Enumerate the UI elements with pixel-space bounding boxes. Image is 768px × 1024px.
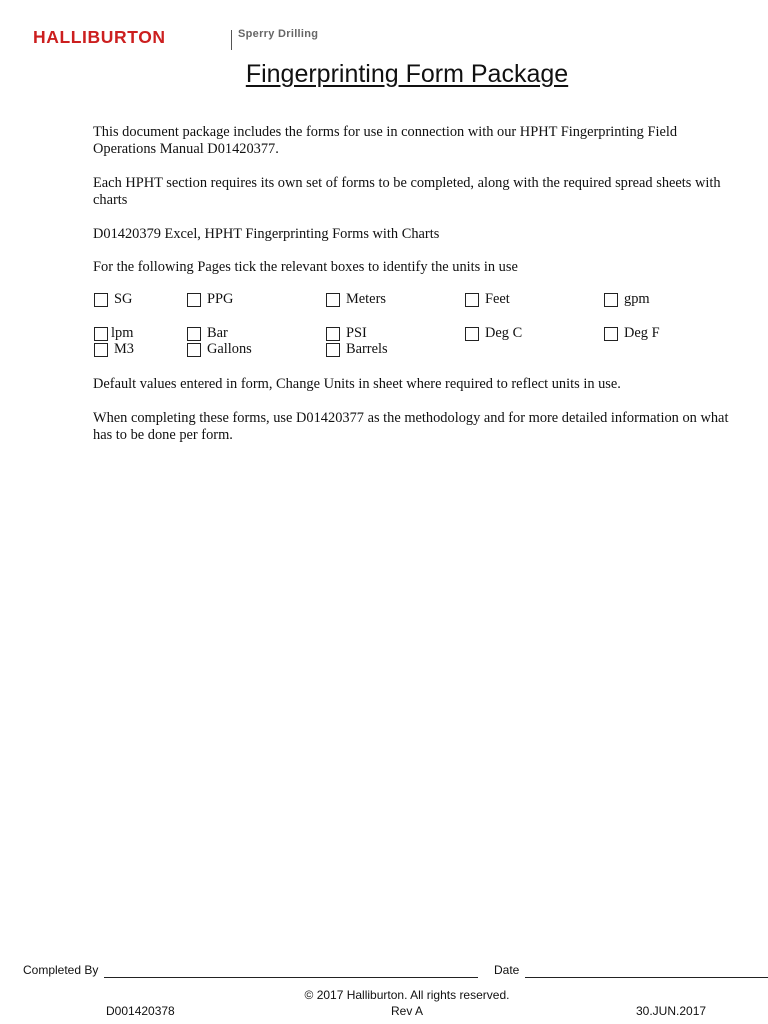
unit-label-gpm: gpm xyxy=(624,291,650,307)
page-title: Fingerprinting Form Package xyxy=(245,60,569,88)
halliburton-logo: HALLIBURTON xyxy=(33,27,166,47)
checkbox-sg[interactable] xyxy=(94,293,108,307)
unit-label-m3: M3 xyxy=(114,341,134,357)
unit-label-meters: Meters xyxy=(346,291,386,307)
date-field[interactable] xyxy=(525,977,768,978)
date-label: Date xyxy=(494,963,520,977)
checkbox-psi[interactable] xyxy=(326,327,340,341)
checkbox-lpm[interactable] xyxy=(94,327,108,341)
logo-divider xyxy=(231,30,232,50)
unit-label-ppg: PPG xyxy=(207,291,234,307)
revision-date: 30.JUN.2017 xyxy=(636,1004,707,1018)
document-number: D001420378 xyxy=(106,1004,175,1018)
units-instruction-paragraph: For the following Pages tick the relevant boxes to identify the units in use xyxy=(93,259,518,275)
excel-reference-paragraph: D01420379 Excel, HPHT Fingerprinting Forms with Charts xyxy=(93,226,440,242)
unit-label-feet: Feet xyxy=(485,291,510,307)
checkbox-gallons[interactable] xyxy=(187,343,201,357)
checkbox-gpm[interactable] xyxy=(604,293,618,307)
checkbox-bar[interactable] xyxy=(187,327,201,341)
checkbox-barrels[interactable] xyxy=(326,343,340,357)
unit-label-lpm: lpm xyxy=(111,325,134,341)
checkbox-meters[interactable] xyxy=(326,293,340,307)
unit-label-deg-c: Deg C xyxy=(485,325,523,341)
revision-label: Rev A xyxy=(391,1004,424,1018)
unit-label-psi: PSI xyxy=(346,325,367,341)
default-values-paragraph: Default values entered in form, Change Units in sheet where required to reflect units in use. xyxy=(93,376,621,392)
checkbox-deg-f[interactable] xyxy=(604,327,618,341)
checkbox-m3[interactable] xyxy=(94,343,108,357)
methodology-paragraph: When completing these forms, use D01420377 as the methodology and for more detailed information on what has to be done per form. xyxy=(93,410,729,443)
checkbox-deg-c[interactable] xyxy=(465,327,479,341)
sperry-drilling-logo: Sperry Drilling xyxy=(238,28,319,40)
unit-label-barrels: Barrels xyxy=(346,341,388,357)
checkbox-ppg[interactable] xyxy=(187,293,201,307)
section-forms-paragraph: Each HPHT section requires its own set of forms to be completed, along with the required spread sheets with charts xyxy=(93,175,721,208)
checkbox-feet[interactable] xyxy=(465,293,479,307)
unit-label-deg-f: Deg F xyxy=(624,325,660,341)
intro-paragraph: This document package includes the forms for use in connection with our HPHT Fingerprinting Field Operations Manual D01420377. xyxy=(93,124,678,157)
unit-label-bar: Bar xyxy=(207,325,228,341)
completed-by-field[interactable] xyxy=(104,977,478,978)
completed-by-label: Completed By xyxy=(23,963,99,977)
copyright-text: © 2017 Halliburton. All rights reserved. xyxy=(304,988,510,1002)
unit-label-gallons: Gallons xyxy=(207,341,252,357)
unit-label-sg: SG xyxy=(114,291,133,307)
